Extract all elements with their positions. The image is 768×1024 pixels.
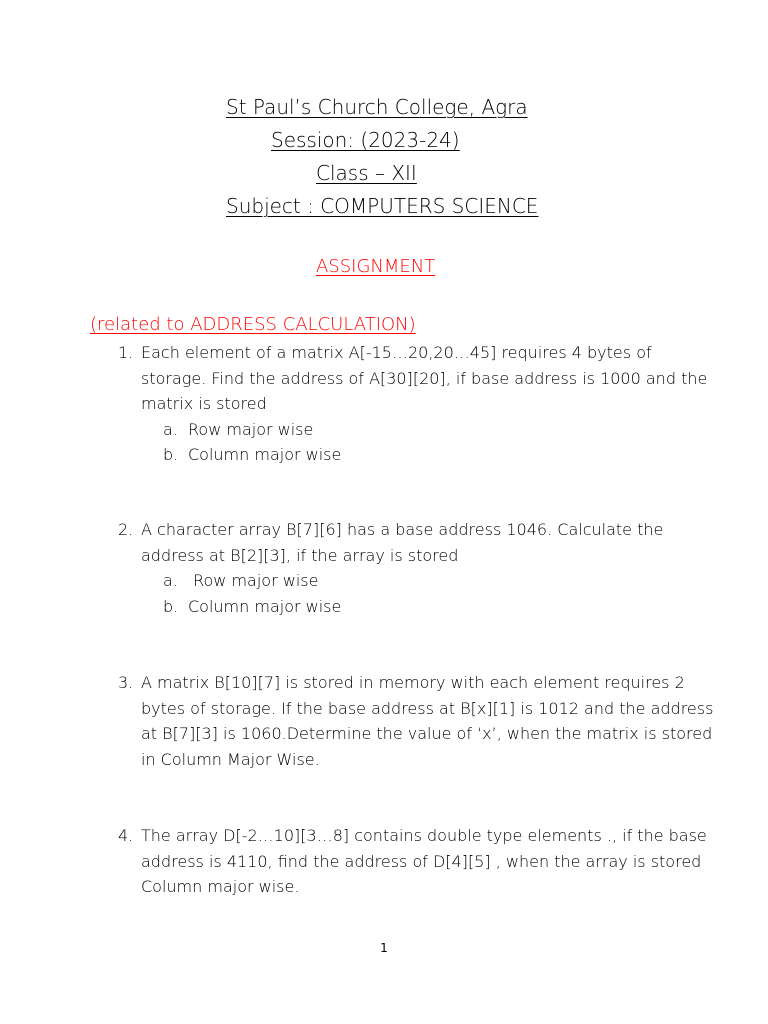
- option-text: Column major wise: [188, 596, 342, 616]
- class-line: Class – XII: [316, 161, 417, 185]
- question-4: [118, 823, 718, 900]
- question-number: 3.: [118, 673, 134, 692]
- option-b: [163, 594, 718, 620]
- option-letter: b.: [163, 596, 179, 616]
- page-number: 1: [380, 941, 388, 955]
- question-number: 1.: [118, 343, 134, 362]
- session-line: Session: (2023-24): [271, 128, 460, 152]
- option-letter: b.: [163, 445, 179, 464]
- assignment-subtitle: (related to ADDRESS CALCULATION): [90, 314, 416, 335]
- question-text: A character array B[7][6] has a base address 1046. Calculate the address at B[2][3], if the array is stored: [141, 520, 664, 565]
- option-letter: a.: [163, 571, 178, 590]
- question-text: Each element of a matrix A[-15…20,20…45] requires 4 bytes of storage. Find the address of A[30][20], if base address is 1000 and the matrix is stored: [141, 343, 708, 413]
- question-2: [118, 517, 718, 619]
- question-text: The array D[-2…10][3…8] contains double type elements ., if the base address is 4110, find the address of D[4][5] , when the array is stored Column major wise.: [141, 826, 707, 896]
- option-a: [163, 568, 718, 594]
- question-1: [118, 340, 718, 468]
- option-b: [163, 442, 718, 468]
- option-text: Column major wise: [188, 445, 342, 464]
- option-text: Row major wise: [188, 571, 319, 590]
- subject-line: Subject : COMPUTERS SCIENCE: [226, 194, 539, 218]
- option-a: [163, 417, 718, 443]
- option-letter: a.: [163, 419, 178, 439]
- question-number: 4.: [118, 826, 134, 845]
- question-number: 2.: [118, 520, 134, 539]
- assignment-title: ASSIGNMENT: [316, 256, 436, 277]
- question-3: [118, 670, 718, 772]
- question-text: A matrix B[10][7] is stored in memory with each element requires 2 bytes of storage. If the base address at B[x][1] is 1012 and the address at B[7][3] is 1060.Determine the value of ‘x’, when the matrix is stored in Column Major Wise.: [141, 673, 714, 769]
- option-text: Row major wise: [188, 419, 314, 439]
- college-name: St Paul’s Church College, Agra: [226, 95, 528, 119]
